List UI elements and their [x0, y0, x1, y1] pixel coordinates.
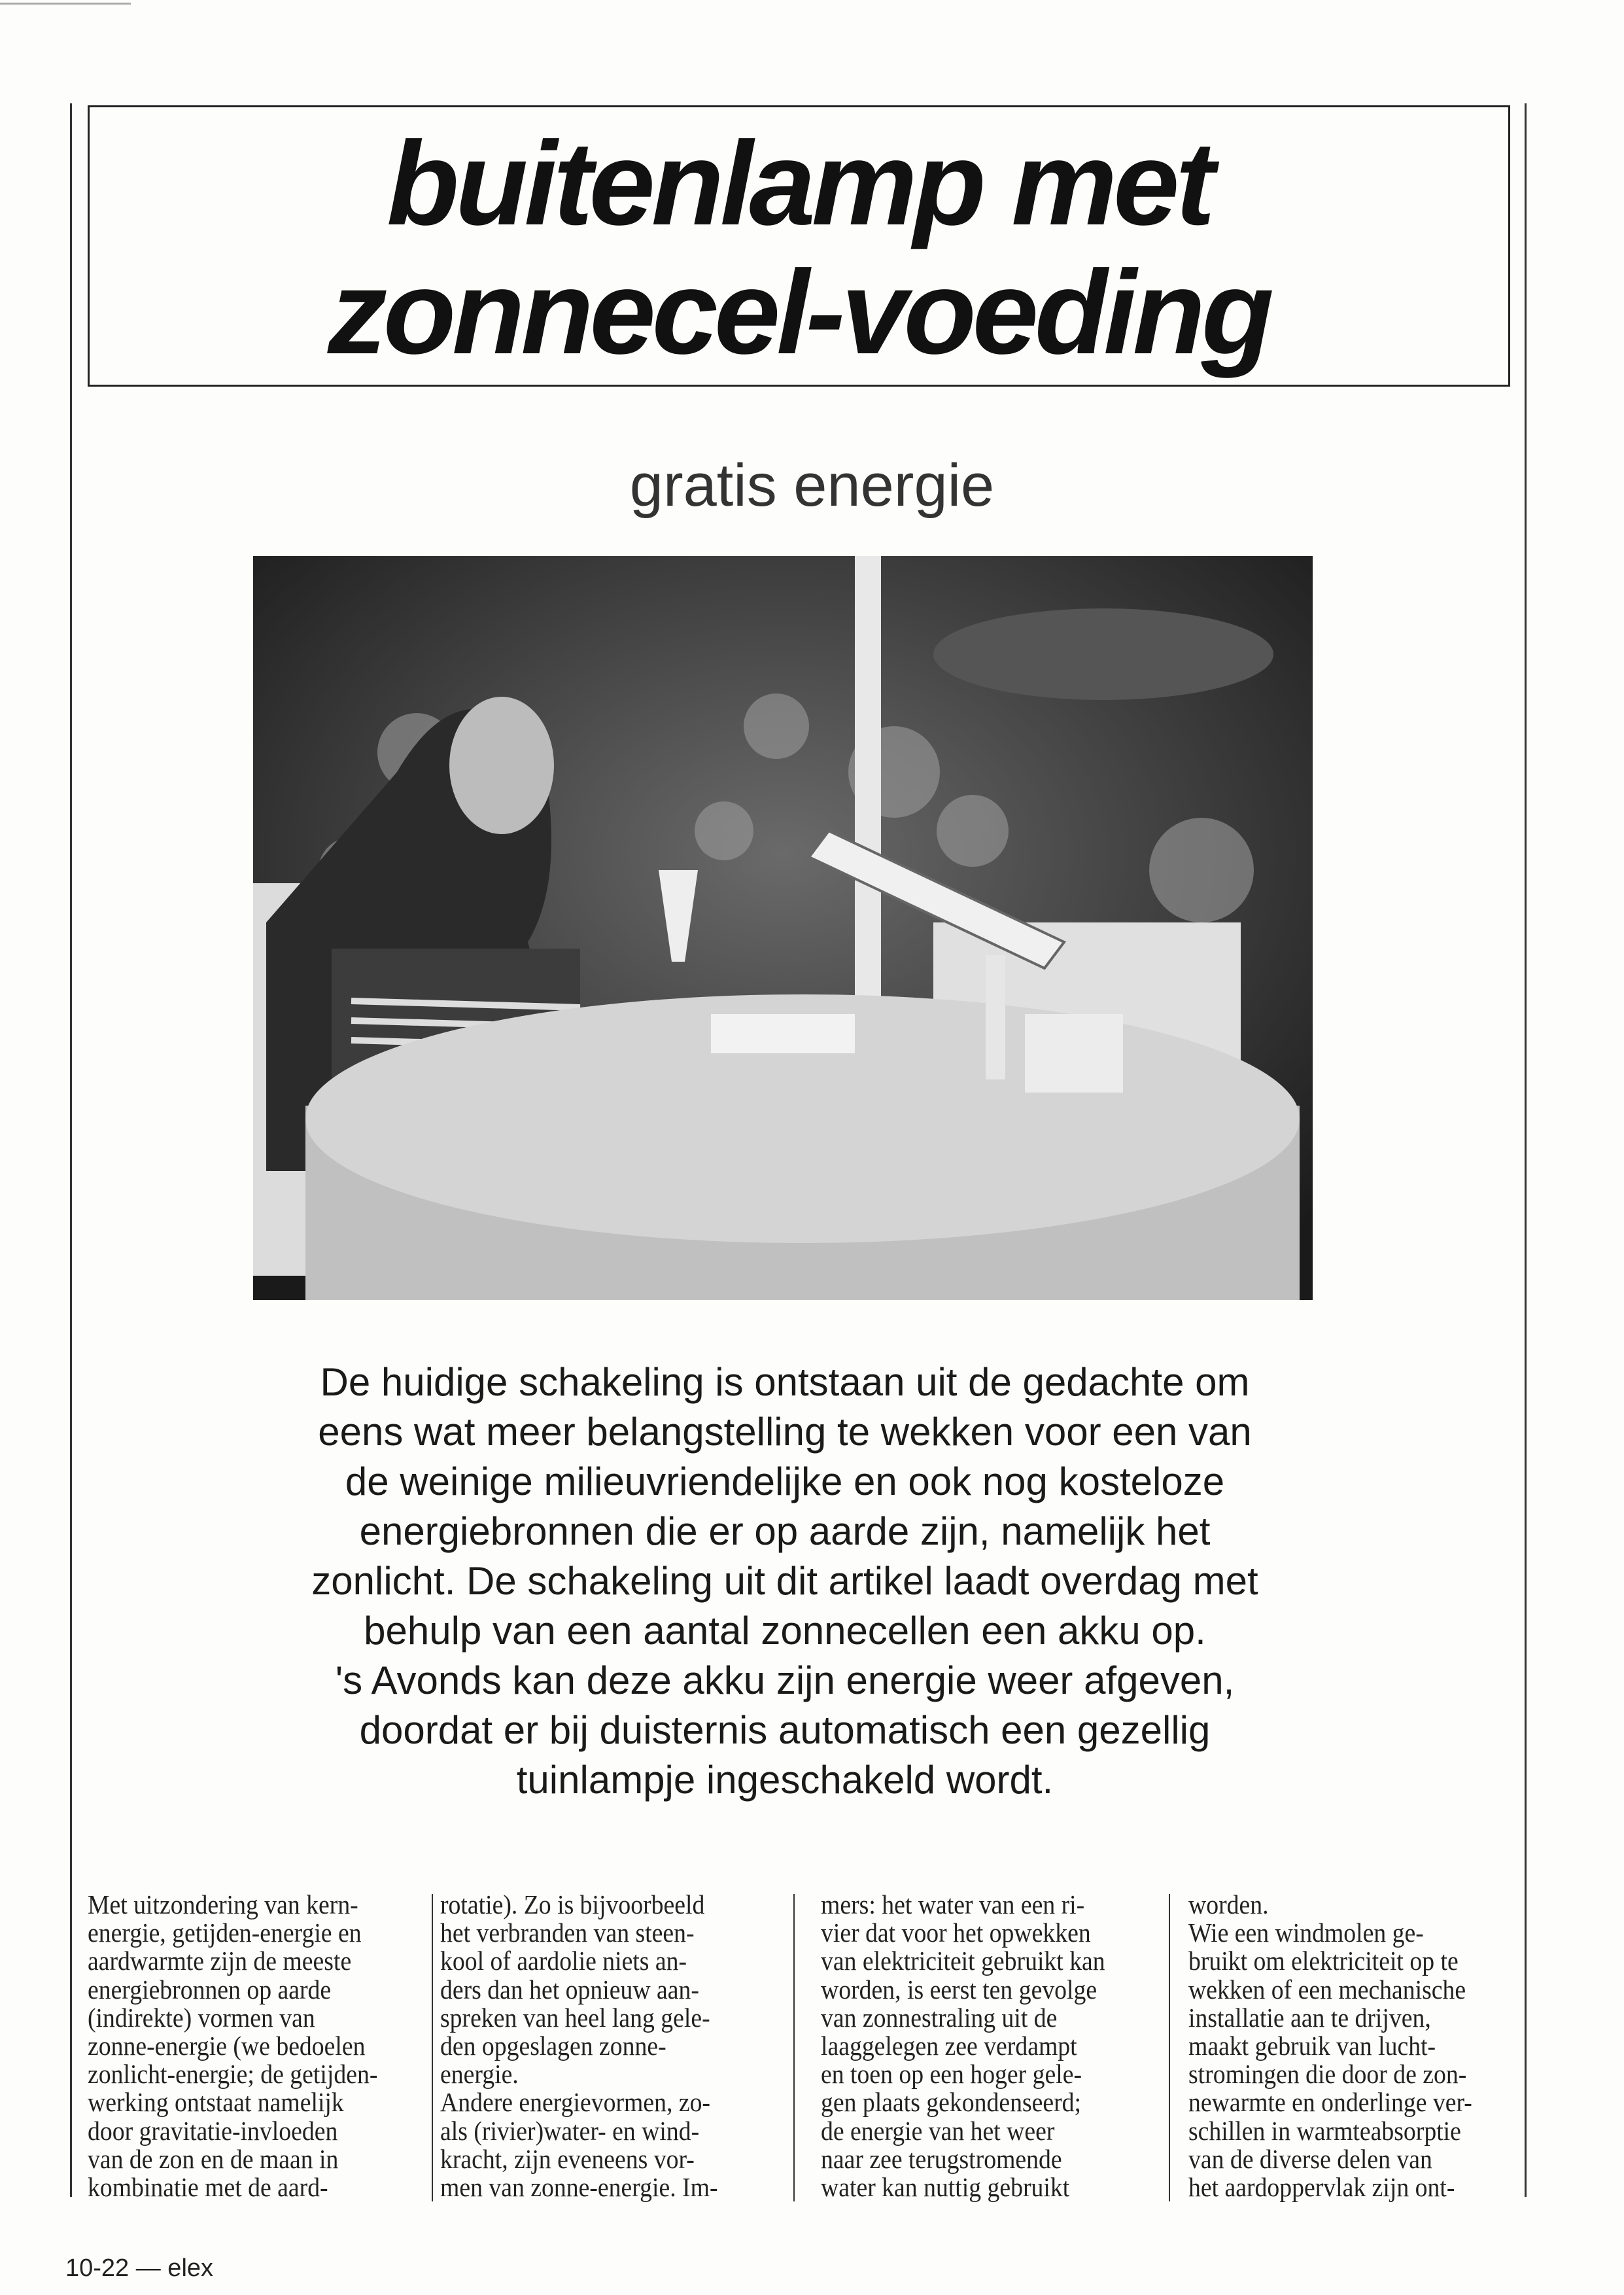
column-line: stromingen die door de zon-: [1188, 2059, 1467, 2090]
column-line: naar zee terugstromende: [821, 2143, 1062, 2174]
column-line: als (rivier)water- en wind-: [440, 2115, 700, 2146]
column-line: (indirekte) vormen van: [88, 2002, 315, 2033]
intro-line: behulp van een aantal zonnecellen een akku op.: [364, 1609, 1206, 1653]
column-line: van elektriciteit gebruikt kan: [821, 1946, 1105, 1976]
column-line: energiebronnen op aarde: [88, 1974, 332, 2005]
subtitle: gratis energie: [629, 452, 995, 519]
column-line: worden.: [1188, 1889, 1269, 1919]
column-divider: [432, 1894, 433, 2201]
column-divider: [1169, 1894, 1170, 2201]
column-line: Met uitzondering van kern-: [88, 1889, 358, 1919]
column-line: door gravitatie-invloeden: [88, 2115, 338, 2146]
article-photo: [253, 556, 1313, 1300]
column-line: van de diverse delen van: [1188, 2143, 1432, 2174]
column-line: ders dan het opnieuw aan-: [440, 1974, 699, 2005]
column-line: werking ontstaat namelijk: [88, 2087, 344, 2118]
column-line: van zonnestraling uit de: [821, 2002, 1058, 2033]
body-column-3: [821, 1891, 1161, 2201]
column-line: laaggelegen zee verdampt: [821, 2031, 1077, 2061]
column-line: newarmte en onderlinge ver-: [1188, 2087, 1472, 2118]
column-line: mers: het water van een ri-: [821, 1889, 1085, 1919]
body-column-2: [440, 1891, 780, 2201]
column-line: den opgeslagen zonne-: [440, 2031, 666, 2061]
column-divider: [793, 1894, 795, 2201]
column-line: vier dat voor het opwekken: [821, 1918, 1091, 1948]
column-line: wekken of een mechanische: [1188, 1974, 1466, 2005]
column-line: gen plaats gekondenseerd;: [821, 2087, 1082, 2118]
column-line: het aardoppervlak zijn ont-: [1188, 2172, 1455, 2203]
scan-edge-line: [0, 3, 131, 5]
intro-line: energiebronnen die er op aarde zijn, namelijk het: [359, 1509, 1211, 1553]
column-line: van de zon en de maan in: [88, 2143, 339, 2174]
page-rule-left: [70, 103, 72, 2197]
column-line: zonlicht-energie; de getijden-: [88, 2059, 378, 2090]
intro-paragraph: [196, 1358, 1373, 1805]
column-line: aardwarmte zijn de meeste: [88, 1946, 352, 1976]
intro-line: 's Avonds kan deze akku zijn energie weer afgeven,: [335, 1658, 1235, 1702]
intro-line: de weinige milieuvriendelijke en ook nog kosteloze: [345, 1460, 1225, 1503]
intro-line: De huidige schakeling is ontstaan uit de gedachte om: [320, 1360, 1250, 1404]
intro-line: tuinlampje ingeschakeld wordt.: [516, 1758, 1054, 1802]
title-line-2: zonnecel-voeding: [327, 245, 1271, 379]
column-line: kombinatie met de aard-: [88, 2172, 328, 2203]
photo-man-at-garden-table-with-solar-lamp-icon: [253, 556, 1313, 1300]
column-line: en toen op een hoger gele-: [821, 2059, 1082, 2090]
page-rule-right: [1525, 103, 1527, 2197]
column-line: bruikt om elektriciteit op te: [1188, 1946, 1459, 1976]
body-column-1: [88, 1891, 428, 2201]
title-box: [88, 105, 1510, 387]
column-line: zonne-energie (we bedoelen: [88, 2031, 366, 2061]
page-footer: 10-22 — elex: [65, 2254, 214, 2282]
column-line: men van zonne-energie. Im-: [440, 2172, 718, 2203]
column-line: energie.: [440, 2059, 519, 2090]
column-line: schillen in warmteabsorptie: [1188, 2115, 1461, 2146]
column-line: spreken van heel lang gele-: [440, 2002, 710, 2033]
column-line: Wie een windmolen ge-: [1188, 1918, 1424, 1948]
column-line: kool of aardolie niets an-: [440, 1946, 687, 1976]
column-line: worden, is eerst ten gevolge: [821, 1974, 1097, 2005]
intro-line: eens wat meer belangstelling te wekken voor een van: [318, 1410, 1252, 1454]
column-line: het verbranden van steen-: [440, 1918, 695, 1948]
title-line-1: buitenlamp met: [387, 116, 1211, 250]
intro-line: zonlicht. De schakeling uit dit artikel laadt overdag met: [311, 1559, 1258, 1603]
column-line: Andere energievormen, zo-: [440, 2087, 710, 2118]
column-line: kracht, zijn eveneens vor-: [440, 2143, 695, 2174]
column-line: installatie aan te drijven,: [1188, 2002, 1431, 2033]
column-line: rotatie). Zo is bijvoorbeeld: [440, 1889, 705, 1919]
column-line: water kan nuttig gebruikt: [821, 2172, 1070, 2203]
column-line: de energie van het weer: [821, 2115, 1055, 2146]
intro-line: doordat er bij duisternis automatisch een gezellig: [359, 1708, 1211, 1752]
body-column-4: [1188, 1891, 1529, 2201]
column-line: maakt gebruik van lucht-: [1188, 2031, 1436, 2061]
column-line: energie, getijden-energie en: [88, 1918, 362, 1948]
